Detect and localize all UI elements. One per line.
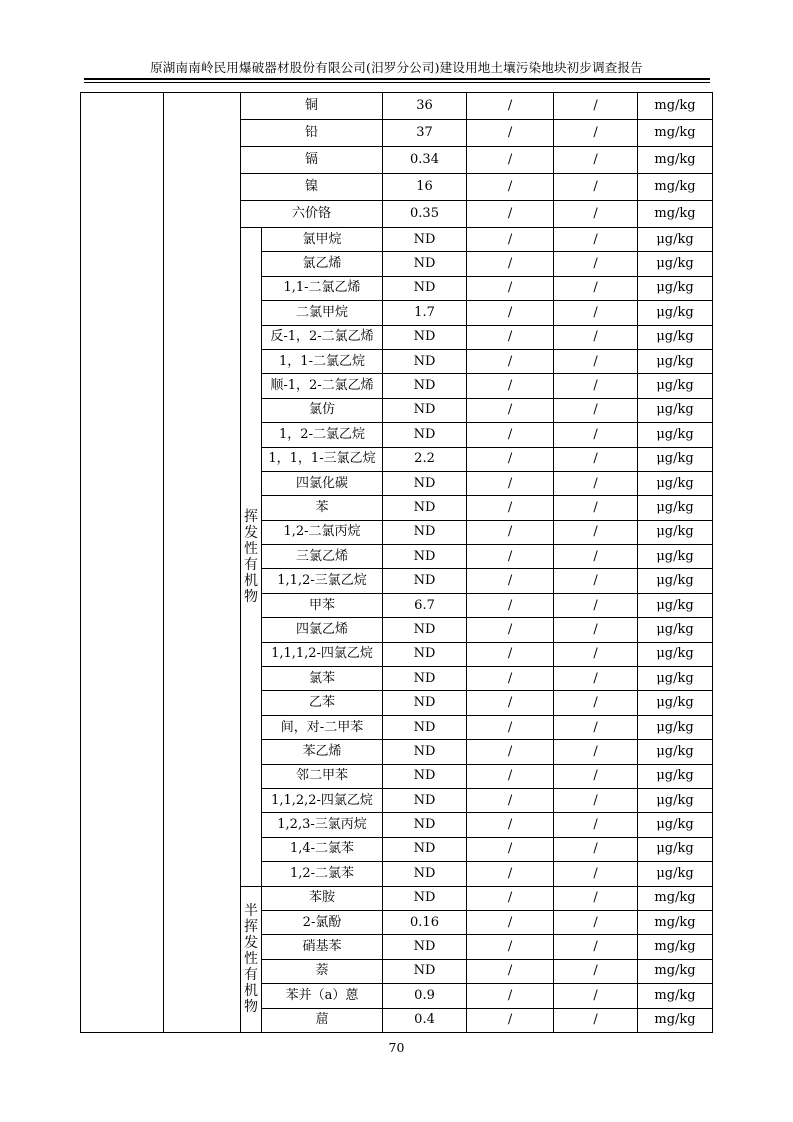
table-cell-col3: / bbox=[467, 959, 554, 983]
table-cell-name: 镉 bbox=[241, 147, 383, 174]
table-cell-unit: μg/kg bbox=[638, 423, 713, 447]
table-cell-col3: / bbox=[467, 325, 554, 349]
table-cell-col3: / bbox=[467, 667, 554, 691]
table-cell-unit: μg/kg bbox=[638, 740, 713, 764]
table-cell-name: 1,2,3-三氯丙烷 bbox=[262, 813, 383, 837]
table-cell-col3: / bbox=[467, 301, 554, 325]
table-cell-unit: μg/kg bbox=[638, 569, 713, 593]
table-cell-col3: / bbox=[467, 862, 554, 886]
table-cell-unit: μg/kg bbox=[638, 618, 713, 642]
table-cell-col4: / bbox=[554, 325, 638, 349]
table-cell-unit: μg/kg bbox=[638, 862, 713, 886]
table-cell-col4: / bbox=[554, 423, 638, 447]
table-cell-col3: / bbox=[467, 837, 554, 861]
table-cell-col3: / bbox=[467, 398, 554, 422]
table-cell-value: 1.7 bbox=[383, 301, 467, 325]
table-cell-col3: / bbox=[467, 228, 554, 252]
table-cell-col4: / bbox=[554, 593, 638, 617]
table-cell-col4: / bbox=[554, 201, 638, 228]
table-cell-unit: μg/kg bbox=[638, 276, 713, 300]
table-cell-col4: / bbox=[554, 301, 638, 325]
table-cell-name: 间，对-二甲苯 bbox=[262, 715, 383, 739]
table-cell-col4: / bbox=[554, 276, 638, 300]
table-cell-unit: mg/kg bbox=[638, 984, 713, 1008]
table-cell-col3: / bbox=[467, 788, 554, 812]
results-table bbox=[80, 92, 713, 1033]
table-cell-name: 氯甲烷 bbox=[262, 228, 383, 252]
table-cell-name: 苯 bbox=[262, 496, 383, 520]
table-cell-col3: / bbox=[467, 147, 554, 174]
table-cell-col3: / bbox=[467, 740, 554, 764]
table-cell-col3: / bbox=[467, 471, 554, 495]
table-cell-col4: / bbox=[554, 788, 638, 812]
table-cell-col4: / bbox=[554, 252, 638, 276]
table-cell-name: 苯并（a）蒽 bbox=[262, 984, 383, 1008]
table-cell-col4: / bbox=[554, 545, 638, 569]
table-cell-unit: μg/kg bbox=[638, 691, 713, 715]
table-cell-col4: / bbox=[554, 174, 638, 201]
table-cell-unit: μg/kg bbox=[638, 667, 713, 691]
table-cell-value: ND bbox=[383, 374, 467, 398]
table-cell-unit: mg/kg bbox=[638, 147, 713, 174]
table-cell-col4: / bbox=[554, 959, 638, 983]
table-cell-unit: μg/kg bbox=[638, 837, 713, 861]
table-cell-name: 铅 bbox=[241, 120, 383, 147]
table-cell-value: ND bbox=[383, 276, 467, 300]
table-cell-col4: / bbox=[554, 569, 638, 593]
category-svoc-label: 半挥发性有机物 bbox=[244, 903, 258, 1016]
table-cell-value: ND bbox=[383, 569, 467, 593]
table-cell-unit: μg/kg bbox=[638, 374, 713, 398]
table-cell-name: 萘 bbox=[262, 959, 383, 983]
table-cell-col4: / bbox=[554, 1008, 638, 1032]
table-cell-unit: μg/kg bbox=[638, 496, 713, 520]
table-cell-value: ND bbox=[383, 715, 467, 739]
table-cell-unit: mg/kg bbox=[638, 935, 713, 959]
table-cell-value: ND bbox=[383, 228, 467, 252]
table-cell-name: 苯乙烯 bbox=[262, 740, 383, 764]
table-cell-name: 1,2-二氯丙烷 bbox=[262, 520, 383, 544]
table-cell-name: 三氯乙烯 bbox=[262, 545, 383, 569]
table-cell-unit: μg/kg bbox=[638, 788, 713, 812]
table-cell-value: ND bbox=[383, 471, 467, 495]
table-cell-value: ND bbox=[383, 740, 467, 764]
table-cell-name: 甲苯 bbox=[262, 593, 383, 617]
table-cell-value: ND bbox=[383, 618, 467, 642]
table-cell-unit: μg/kg bbox=[638, 715, 713, 739]
table-cell-value: ND bbox=[383, 325, 467, 349]
table-cell-value: 0.4 bbox=[383, 1008, 467, 1032]
table-cell-col3: / bbox=[467, 201, 554, 228]
table-cell-blank-2 bbox=[164, 93, 241, 1033]
table-cell-name: 2-氯酚 bbox=[262, 910, 383, 934]
table-cell-col4: / bbox=[554, 886, 638, 910]
table-cell-unit: μg/kg bbox=[638, 520, 713, 544]
table-cell-value: ND bbox=[383, 667, 467, 691]
table-cell-name: 四氯乙烯 bbox=[262, 618, 383, 642]
table-cell-col3: / bbox=[467, 349, 554, 373]
table-cell-value: ND bbox=[383, 349, 467, 373]
table-cell-value: ND bbox=[383, 959, 467, 983]
table-cell-col4: / bbox=[554, 837, 638, 861]
table-cell-col3: / bbox=[467, 520, 554, 544]
table-cell-col4: / bbox=[554, 520, 638, 544]
table-cell-col4: / bbox=[554, 691, 638, 715]
table-cell-unit: mg/kg bbox=[638, 910, 713, 934]
table-cell-value: ND bbox=[383, 642, 467, 666]
table-cell-col3: / bbox=[467, 276, 554, 300]
table-cell-col3: / bbox=[467, 984, 554, 1008]
table-cell-value: ND bbox=[383, 788, 467, 812]
table-cell-col4: / bbox=[554, 813, 638, 837]
table-cell-name: 氯仿 bbox=[262, 398, 383, 422]
report-header-title: 原湖南南岭民用爆破器材股份有限公司(汨罗分公司)建设用地土壤污染地块初步调查报告 bbox=[150, 60, 643, 75]
table-cell-name: 1,1,1,2-四氯乙烷 bbox=[262, 642, 383, 666]
table-cell-col4: / bbox=[554, 398, 638, 422]
page-number: 70 bbox=[388, 1040, 405, 1055]
table-cell-col3: / bbox=[467, 618, 554, 642]
category-voc-label: 挥发性有机物 bbox=[244, 508, 258, 605]
table-cell-unit: mg/kg bbox=[638, 174, 713, 201]
header-rule-thick bbox=[84, 78, 710, 80]
table-cell-unit: mg/kg bbox=[638, 201, 713, 228]
table-cell-unit: μg/kg bbox=[638, 252, 713, 276]
table-cell-name: 乙苯 bbox=[262, 691, 383, 715]
table-cell-name: 镍 bbox=[241, 174, 383, 201]
table-cell-name: 二氯甲烷 bbox=[262, 301, 383, 325]
table-cell-col4: / bbox=[554, 496, 638, 520]
table-cell-col4: / bbox=[554, 374, 638, 398]
table-cell-unit: μg/kg bbox=[638, 301, 713, 325]
table-cell-col4: / bbox=[554, 642, 638, 666]
table-cell-value: ND bbox=[383, 520, 467, 544]
table-cell-value: 6.7 bbox=[383, 593, 467, 617]
table-cell-name: 反-1，2-二氯乙烯 bbox=[262, 325, 383, 349]
table-cell-unit: mg/kg bbox=[638, 959, 713, 983]
table-cell-col3: / bbox=[467, 910, 554, 934]
table-cell-unit: mg/kg bbox=[638, 93, 713, 120]
table-cell-name: 1,1,2-三氯乙烷 bbox=[262, 569, 383, 593]
table-cell-col3: / bbox=[467, 886, 554, 910]
table-cell-col3: / bbox=[467, 545, 554, 569]
table-cell-col4: / bbox=[554, 935, 638, 959]
table-cell-col4: / bbox=[554, 740, 638, 764]
table-cell-value: 0.35 bbox=[383, 201, 467, 228]
table-cell-col3: / bbox=[467, 593, 554, 617]
table-cell-name: 六价铬 bbox=[241, 201, 383, 228]
table-cell-name: 1,2-二氯苯 bbox=[262, 862, 383, 886]
table-cell-name: 硝基苯 bbox=[262, 935, 383, 959]
table-cell-value: 16 bbox=[383, 174, 467, 201]
table-cell-name: 氯苯 bbox=[262, 667, 383, 691]
table-cell-col4: / bbox=[554, 147, 638, 174]
table-cell-col4: / bbox=[554, 471, 638, 495]
table-cell-col4: / bbox=[554, 618, 638, 642]
table-cell-value: ND bbox=[383, 886, 467, 910]
table-cell-col4: / bbox=[554, 93, 638, 120]
table-cell-value: ND bbox=[383, 423, 467, 447]
table-cell-unit: μg/kg bbox=[638, 813, 713, 837]
table-cell-unit: mg/kg bbox=[638, 886, 713, 910]
table-cell-name: 苯胺 bbox=[262, 886, 383, 910]
category-voc bbox=[241, 228, 262, 887]
table-cell-col3: / bbox=[467, 569, 554, 593]
table-cell-value: 37 bbox=[383, 120, 467, 147]
table-cell-col4: / bbox=[554, 349, 638, 373]
table-cell-blank-1 bbox=[81, 93, 164, 1033]
table-cell-unit: μg/kg bbox=[638, 593, 713, 617]
table-cell-col4: / bbox=[554, 447, 638, 471]
table-cell-col3: / bbox=[467, 715, 554, 739]
table-cell-value: ND bbox=[383, 398, 467, 422]
table-cell-unit: μg/kg bbox=[638, 398, 713, 422]
table-cell-col4: / bbox=[554, 120, 638, 147]
table-cell-value: 36 bbox=[383, 93, 467, 120]
table-cell-name: 1，1-二氯乙烷 bbox=[262, 349, 383, 373]
table-cell-col3: / bbox=[467, 935, 554, 959]
table-cell-col4: / bbox=[554, 228, 638, 252]
header-rule-thin bbox=[84, 82, 710, 83]
table-cell-col3: / bbox=[467, 1008, 554, 1032]
table-cell-col3: / bbox=[467, 423, 554, 447]
table-cell-value: ND bbox=[383, 252, 467, 276]
table-cell-name: 铜 bbox=[241, 93, 383, 120]
table-cell-col3: / bbox=[467, 764, 554, 788]
table-cell-col4: / bbox=[554, 667, 638, 691]
table-cell-name: 1，1，1-三氯乙烷 bbox=[262, 447, 383, 471]
table-cell-unit: mg/kg bbox=[638, 120, 713, 147]
table-cell-value: 0.16 bbox=[383, 910, 467, 934]
table-cell-value: ND bbox=[383, 935, 467, 959]
table-cell-name: 四氯化碳 bbox=[262, 471, 383, 495]
table-cell-name: 1,4-二氯苯 bbox=[262, 837, 383, 861]
table-cell-value: ND bbox=[383, 837, 467, 861]
table-cell-col3: / bbox=[467, 642, 554, 666]
table-cell-name: 1,1,2,2-四氯乙烷 bbox=[262, 788, 383, 812]
table-cell-col3: / bbox=[467, 691, 554, 715]
table-cell-col3: / bbox=[467, 120, 554, 147]
table-cell-value: ND bbox=[383, 813, 467, 837]
table-cell-unit: μg/kg bbox=[638, 228, 713, 252]
table-cell-col4: / bbox=[554, 764, 638, 788]
table-cell-name: 1，2-二氯乙烷 bbox=[262, 423, 383, 447]
table-cell-col4: / bbox=[554, 862, 638, 886]
table-cell-col3: / bbox=[467, 374, 554, 398]
table-cell-name: 氯乙烯 bbox=[262, 252, 383, 276]
table-cell-col3: / bbox=[467, 813, 554, 837]
table-cell-value: 0.34 bbox=[383, 147, 467, 174]
table-cell-value: ND bbox=[383, 691, 467, 715]
table-cell-name: 䓛 bbox=[262, 1008, 383, 1032]
table-cell-unit: μg/kg bbox=[638, 764, 713, 788]
table-cell-col3: / bbox=[467, 252, 554, 276]
table-cell-value: 0.9 bbox=[383, 984, 467, 1008]
table-cell-unit: mg/kg bbox=[638, 1008, 713, 1032]
table-cell-col3: / bbox=[467, 93, 554, 120]
table-cell-col4: / bbox=[554, 715, 638, 739]
table-cell-col3: / bbox=[467, 447, 554, 471]
table-cell-value: 2.2 bbox=[383, 447, 467, 471]
table-cell-name: 1,1-二氯乙烯 bbox=[262, 276, 383, 300]
table-cell-col4: / bbox=[554, 984, 638, 1008]
table-cell-unit: μg/kg bbox=[638, 545, 713, 569]
table-cell-col4: / bbox=[554, 910, 638, 934]
table-cell-unit: μg/kg bbox=[638, 325, 713, 349]
table-cell-unit: μg/kg bbox=[638, 349, 713, 373]
table-cell-unit: μg/kg bbox=[638, 642, 713, 666]
table-row bbox=[81, 93, 713, 120]
table-cell-col3: / bbox=[467, 174, 554, 201]
table-cell-unit: μg/kg bbox=[638, 447, 713, 471]
table-cell-col3: / bbox=[467, 496, 554, 520]
table-cell-name: 邻二甲苯 bbox=[262, 764, 383, 788]
table-cell-unit: μg/kg bbox=[638, 471, 713, 495]
table-cell-value: ND bbox=[383, 764, 467, 788]
table-cell-name: 顺-1，2-二氯乙烯 bbox=[262, 374, 383, 398]
table-cell-value: ND bbox=[383, 496, 467, 520]
table-cell-value: ND bbox=[383, 545, 467, 569]
category-svoc bbox=[241, 886, 262, 1032]
table-cell-value: ND bbox=[383, 862, 467, 886]
